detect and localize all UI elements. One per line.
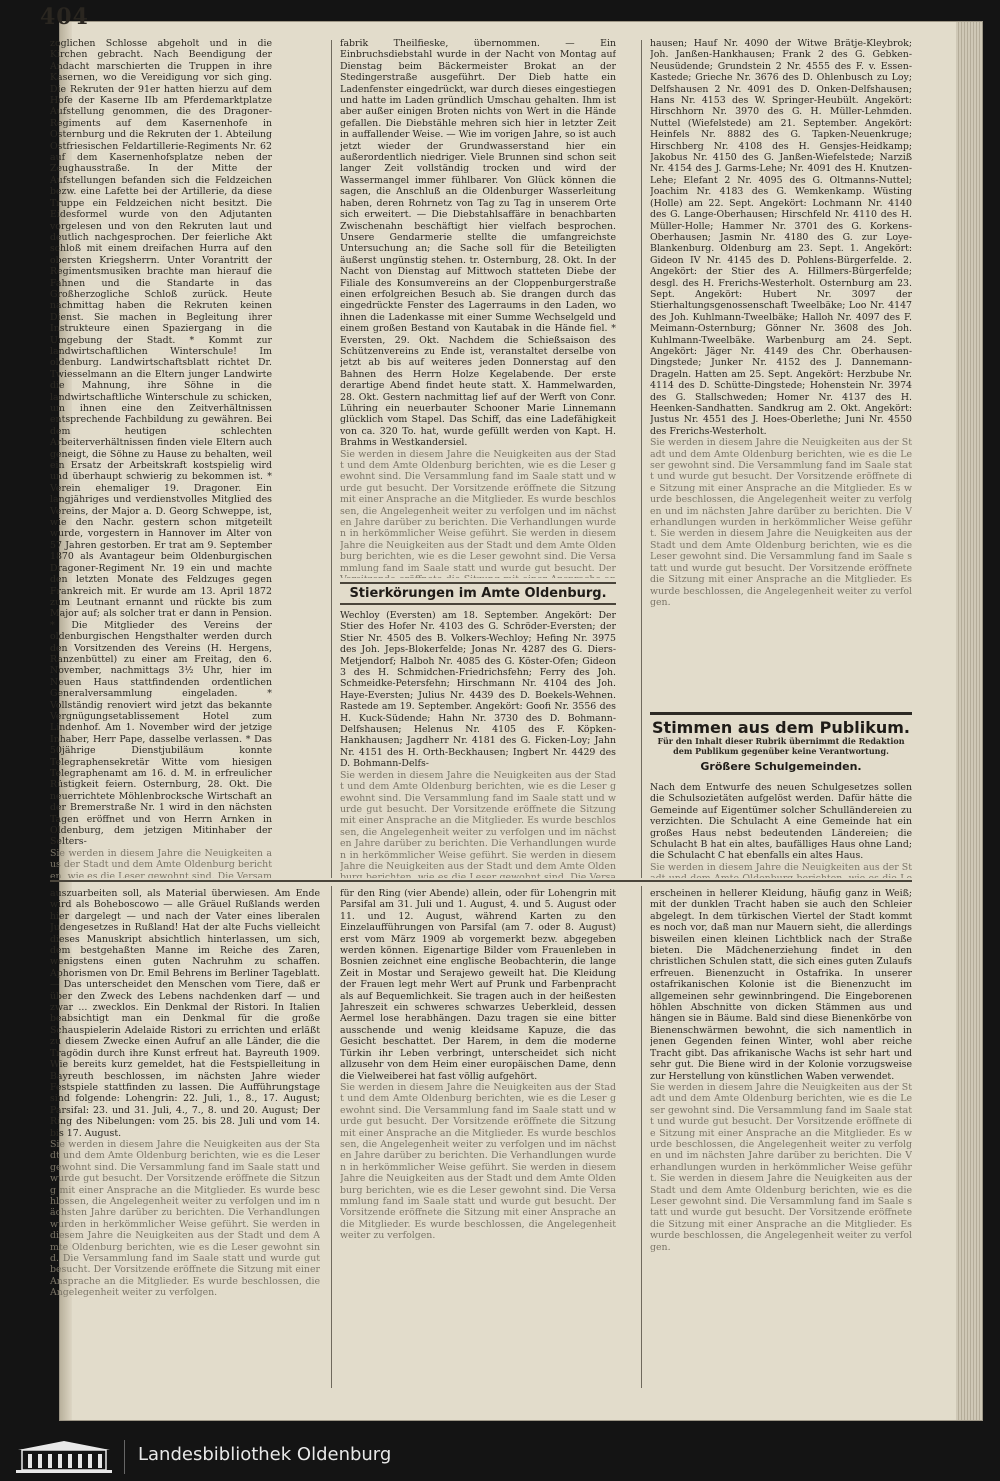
article-column-3-text: hausen; Hauf Nr. 4090 der Witwe Brätje-Kleybrok; Joh. Janßen-Hankhausen; Frank 2 des G. Gebken-Neusüdende; Grundstein 2 Nr. 4555 des F. v. Essen-Kastede; Grieche Nr. 3676 des D. Ohlenbusch zu Loy; Delfshausen 2 Nr. 4091 des D. Onken-Delfshausen; Hans Nr. 4153 des W. Springer-Heubült. Angekört: Hirschhorn Nr. 3970 des G. H. Müller-Lehmden. Nuttel (Wiefelstede) am 21. September. Angekört: Heinfels Nr. 8882 des G. Tapken-Neuenkruge; Hirschberg Nr. 4108 des H. Gensjes-Heidkamp; Jakobus Nr. 4150 des G. Janßen-Wiefelstede; Narziß Nr. 4154 des J. Garms-Lehe; Nr. 4091 des H. Knutzen-Lehe; Elefant 2 Nr. 4095 des G. Oltmanns-Nuttel; Joachim Nr. 4183 des G. Wemkenkamp. Wüsting (Holle) am 22. Sept. Angekört: Lochmann Nr. 4140 des G. Lange-Oberhausen; Hirschfeld Nr. 4110 des H. Müller-Holle; Hammer Nr. 3701 des G. Korkens-Oberhausen; Jasmin Nr. 4180 des G. zur Loye-Blankenburg. Oldenburg am 23. Sept. 1. Angekört: Gideon IV Nr. 4145 des D. Pohlens-Bürgerfelde. 2. Angekört: der Stier des A. Hillmers-Bürgerfelde; desgl. des H. Frerichs-Westerholt. Osternburg am 23. Sept. Angekört: Hubert Nr. 3097 der Stierhaltungsgenossenschaft Tweelbäke; Loo Nr. 4147 des Joh. Kuhlmann-Tweelbäke; Halloh Nr. 4097 des F. Meimann-Osternburg; Gönner Nr. 3608 des Joh. Kuhlmann-Tweelbäke. Warbenburg am 24. Sept. Angekört: Jäger Nr. 4149 des Chr. Oberhausen-Dingstede; Junker Nr. 4152 des J. Dannemann-Drageln. Hatten am 25. Sept. Angekört: Herzbube Nr. 4114 des D. Schütte-Dingstede; Hohenstein Nr. 3974 des G. Stallschweden; Homer Nr. 4137 des H. Heenken-Sandhatten. Sandkrug am 2. Okt. Angekört: Justus Nr. 4551 des J. Hoes-Oberlethe; Juni Nr. 4550 des Frerichs-Westerholt.: [650, 38, 912, 437]
feuilleton-column-2: [340, 888, 616, 1388]
column-divider: [641, 40, 642, 878]
column-divider: [641, 886, 642, 1388]
stierkoerungen-text: Wechloy (Eversten) am 18. September. Angekört: Der Stier des Hofer Nr. 4103 des G. Schröder-Eversten; der Stier Nr. 4505 des B. Volkers-Wechloy; Hefing Nr. 3975 des Joh. Jeps-Blokerfelde; Jonas Nr. 4287 des G. Diers-Metjendorf; Halboh Nr. 4085 des G. Köster-Ofen; Gideon 3 des H. Schmidchen-Friedrichsfehn; Ferry des Joh. Schmeidke-Petersfehn; Hirschmann Nr. 4104 des Joh. Haye-Eversten; Julius Nr. 4439 des D. Boekels-Wehnen. Rastede am 19. September. Angekört: Goofi Nr. 3556 des H. Kuck-Südende; Hahn Nr. 3730 des D. Bohmann-Delfshausen; Helenus Nr. 4105 des F. Köpken-Hankhausen; Jagdherr Nr. 4181 des G. Ficken-Loy; Jahn Nr. 4151 des H. Orth-Beckhausen; Ingbert Nr. 4429 des D. Bohmann-Delfs-: [340, 610, 616, 770]
page-number: 404: [40, 4, 89, 30]
library-building-logo: [14, 1438, 114, 1476]
article-column-3: [650, 38, 912, 708]
feuilleton-column-2-text: für den Ring (vier Abende) allein, oder für Lohengrin mit Parsifal am 31. Juli und 1. August, 4. und 5. August oder 11. und 12. August, während Karten zu den Einzelaufführungen von Parsifal (am 7. oder 8. August) erst vom März 1909 ab vorgemerkt bezw. abgegeben werden können. Eigenartige Bilder vom Frauenleben in Bosnien zeichnet eine englische Beobachterin, die lange Zeit in Mostar und Serajewo geweilt hat. Die Kleidung der Frauen legt mehr Wert auf Prunk und Farbenpracht als auf Bequemlichkeit. Sie tragen auch in der heißesten Jahreszeit ein schweres schwarzes Ueberkleid, dessen Aermel lose herabhängen. Dazu tragen sie eine bitter ausschende und wenig kleidsame Kapuze, die das Gesicht beschattet. Der Harem, in dem die moderne Türkin ihr Leben verbringt, unterscheidet sich nicht allzusehr von dem Heim einer europäischen Dame, denn die Vielweiberei hat fast völlig aufgehört.: [340, 888, 616, 1082]
article-column-2: [340, 38, 616, 578]
article-column-1-text: zoglichen Schlosse abgeholt und in die Kirchen gebracht. Nach Beendigung der Andacht marschierten die Truppen in ihre Kasernen, wo die Vereidigung vor sich ging. Die Rekruten der 91er hatten hierzu auf dem Hofe der Kaserne IIb am Pferdemarktplatze Aufstellung genommen, die des Dragoner-Regiments auf dem Kasernenhofe in Osternburg und die Rekruten der 1. Abteilung Ostfriesischen Feldartillerie-Regiments Nr. 62 auf dem Kasernenhofsplatze neben der Zeughausstraße. In der Mitte der Aufstellungen befanden sich die Feldzeichen bezw. eine Lafette bei der Artillerie, da diese Truppe ein Feldzeichen nicht besitzt. Die Eidesformel wurde von den Adjutanten vorgelesen und von den Rekruten laut und deutlich nachgesprochen. Der feierliche Akt schloß mit einem dreifachen Hurra auf den obersten Kriegsherrn. Unter Vorantritt der Regimentsmusiken brachte man hierauf die Fahnen und die Standarte in das Großherzogliche Schloß zurück. Heute nachmittag haben die Rekruten keinen Dienst. Sie machen in Begleitung ihrer Instrukteure einen Spaziergang in die Umgebung der Stadt. * Kommt zur landwirtschaftlichen Winterschule! Im oldenburg. Landwirtschaftsblatt richtet Dr. Twiesselmann an die Eltern junger Landwirte die Mahnung, ihre Söhne in die landwirtschaftliche Winterschule zu schicken, um ihnen eine den Zeitverhältnissen entsprechende Fachbildung zu gewähren. Bei dem heutigen schlechten Arbeiterverhältnissen finden viele Eltern auch geneigt, die Söhne zu Hause zu behalten, weil ein Ersatz der Arbeitskraft kostspielig wird und überhaupt schwierig zu bekommen ist. * Verein ehemaliger 19. Dragoner. Ein langjähriges und verdienstvolles Mitglied des Vereins, der Major a. D. Georg Schweppe, ist, wie den Nachr. gestern schon mitgeteilt wurde, vorgestern in Hannover im Alter von 57 Jahren gestorben. Er trat am 9. September 1870 als Avantageur beim Oldenburgischen Dragoner-Regiment Nr. 19 ein und machte den letzten Monate des Feldzuges gegen Frankreich mit. Er wurde am 13. April 1872 zum Leutnant ernannt und rückte bis zum Major auf; als solcher trat er dann in Pension. * Die Mitglieder des Vereins der oldenburgischen Hengsthalter werden durch den Vorsitzenden des Vereins (H. Hergens, Ranzenbüttel) zu einer am Freitag, den 6. November, nachmittags 3½ Uhr, hier im Neuen Haus stattfindenden ordentlichen Generalversammlung eingeladen. * Vollständig renoviert wird jetzt das bekannte Vergnügungsetablissement Hotel zum Lindenhof. Am 1. November wird der jetzige Inhaber, Herr Pape, dasselbe verlassen. * Das 50jährige Dienstjubiläum konnte Telegraphensekretär Witte vom hiesigen Telegraphenamt am 16. d. M. in erfreulicher Rüstigkeit feiern. Osternburg, 28. Okt. Die neuerrichtete Möhlenbrocksche Wirtschaft an der Bremerstraße Nr. 1 wird in den nächsten Tagen eröffnet und von Herrn Arnken in Oldenburg, dem jetzigen Mitinhaber der Selters-: [50, 38, 272, 848]
section-heading-stimmen: Stimmen aus dem Publikum.: [650, 712, 912, 737]
stierkoerungen-continued-text: [340, 770, 616, 878]
stimmen-disclaimer: Für den Inhalt dieser Rubrik übernimmt die Redaktion dem Publikum gegenüber keine Verantwortung.: [657, 736, 905, 756]
feuilleton-divider: [50, 880, 912, 882]
viewer-footer: [0, 1434, 1000, 1481]
article-column-2-text: fabrik Theilfieske, übernommen. — Ein Einbruchsdiebstahl wurde in der Nacht von Montag auf Dienstag beim Bäckermeister Brokat an der Stedingerstraße ausgeführt. Der Dieb hatte ein Ladenfenster eingedrückt, war durch dieses eingestiegen und hatte im Laden gründlich Umschau gehalten. Ihm ist aber außer einigen Broten nichts von Wert in die Hände gefallen. Die Diebstähle mehren sich hier in letzter Zeit in auffallender Weise. — Wie im vorigen Jahre, so ist auch jetzt wieder der Grundwasserstand hier ein außerordentlich niedriger. Viele Brunnen sind schon seit langer Zeit vollständig trocken und wird der Wassermangel immer fühlbarer. Von Glück können die sagen, die Anschluß an die Oldenburger Wasserleitung haben, deren Rohrnetz von Tag zu Tag in unserem Orte sich erweitert. — Die Diebstahlsaffäre in benachbarten Zwischenahn beschäftigt hier vielfach besprochen. Unsere Gendarmerie stellte die umfangreichste Untersuchung an; die Sache soll für die Beteiligten äußerst ungünstig stehen. tr. Osternburg, 28. Okt. In der Nacht von Dienstag auf Mittwoch statteten Diebe der Filiale des Konsumvereins an der Cloppenburgerstraße einen erfolgreichen Besuch ab. Sie drangen durch das eingedrückte Fenster des Lagerraums in den Laden, wo ihnen die Ladenkasse mit einer Summe Wechselgeld und einem großen Bestand von Kautabak in die Hände fiel. * Eversten, 29. Okt. Nachdem die Schießsaison des Schützenvereins zu Ende ist, veranstaltet derselbe von jetzt ab bis auf weiteres jeden Donnerstag auf den Bahnen des Herrn Holze Kegelabende. Der erste derartige Abend findet heute statt. X. Hammelwarden, 28. Okt. Gestern nachmittag lief auf der Werft von Conr. Lühring ein neuerbauter Schooner Marie Linnemann glücklich vom Stapel. Das Schiff, das eine Ladefähigkeit von ca. 320 To. hat, wurde gefüllt werden von Kapt. H. Brahms in Westkandersiel.: [340, 38, 616, 449]
stierkoerungen-column: [340, 610, 616, 878]
footer-separator: [124, 1440, 125, 1474]
column-3-continued-text: [650, 437, 912, 608]
column-1-continued-text: [50, 848, 272, 878]
section-heading-stierkoerungen: Stierkörungen im Amte Oldenburg.: [340, 582, 616, 605]
schulgemeinden-text: Nach dem Entwurfe des neuen Schulgesetzes sollen die Schulsozietäten aufgelöst werden. Dafür hätte die Gemeinde auf Eigentümer solcher Schulländereien zu verzichten. Die Schulacht A eine Gemeinde hat ein großes Haus nebst bedeutenden Ländereien; die Schulacht B hat ein altes, baufälliges Haus ohne Land; die Schulacht C hat ebenfalls ein altes Haus.: [650, 782, 912, 862]
feuilleton-column-1: [50, 888, 320, 1388]
column-divider: [331, 886, 332, 1388]
feuilleton-column-1-text: auszuarbeiten soll, als Material überwiesen. Am Ende wird als Boheboscowo — alle Gräuel Rußlands werden hier dargelegt — und nach der Vater eines liberalen Judengesetzes in Rußland! Hat der alte Fuchs vielleicht dieses Manuskript absichtlich hinterlassen, um sich, dem bestgehaßten Manne im Reiche des Zaren, wenigstens einen guten Nachruhm zu schaffen. Aphorismen von Dr. Emil Behrens im Berliner Tageblatt. — Das unterscheidet den Menschen vom Tiere, daß er über den Zweck des Lebens nachdenken darf — und zwar ... zwecklos. Ein Denkmal der Ristori. In Italien beabsichtigt man ein Denkmal für die große Schauspielerin Adelaide Ristori zu errichten und erläßt zu diesem Zwecke einen Aufruf an alle Länder, die die Tragödin durch ihre Kunst erfreut hat. Bayreuth 1909. Wie bereits kurz gemeldet, hat die Festspielleitung in Bayreuth beschlossen, im nächsten Jahre wieder Festspiele stattfinden zu lassen. Die Aufführungstage sind folgende: Lohengrin: 22. Juli, 1., 8., 17. August; Parsifal: 23. und 31. Juli, 4., 7., 8. und 20. August; Der Ring des Nibelungen: vom 25. bis 28. Juli und vom 14. bis 17. August.: [50, 888, 320, 1139]
schulgemeinden-column: [650, 782, 912, 878]
feuilleton-column-3-continued: [650, 1082, 912, 1253]
article-column-1: [50, 38, 272, 878]
subheading-schulgemeinden: Größere Schulgemeinden.: [700, 760, 862, 773]
feuilleton-column-1-continued: [50, 1139, 320, 1299]
column-2-continued-text: [340, 449, 616, 578]
feuilleton-column-3: [650, 888, 912, 1388]
feuilleton-column-3-text: erscheinen in hellerer Kleidung, häufig ganz in Weiß; mit der dunklen Tracht haben sie auch den Schleier abgelegt. In dem türkischen Viertel der Stadt kommt es noch vor, daß man nur Mauern sieht, die allerdings bisweilen einen kleinen Lichtblick nach der Straße bieten. Die Mädchenerziehung findet in den christlichen Schulen statt, die sich eines guten Zulaufs erfreuen. Bienenzucht in Ostafrika. In unserer ostafrikanischen Kolonie ist die Bienenzucht im allgemeinen sehr gewinnbringend. Die Eingeborenen höhlen Abschnitte von dicken Stämmen aus und hängen sie in Bäume. Bald sind diese Bienenkörbe von Bienenschwärmen bewohnt, die sich namentlich in jenen Gegenden feinen Winter, wohl aber reiche Tracht gibt. Das afrikanische Wachs ist sehr hart und sehr gut. Die Biene wird in der Kolonie vorzugsweise zur Herstellung von künstlichen Waben verwendet.: [650, 888, 912, 1082]
feuilleton-column-2-continued: [340, 1082, 616, 1242]
column-divider: [331, 40, 332, 878]
page-edge-stack: [956, 22, 982, 1420]
schulgemeinden-continued-text: [650, 862, 912, 878]
library-name: Landesbibliothek Oldenburg: [138, 1444, 392, 1465]
